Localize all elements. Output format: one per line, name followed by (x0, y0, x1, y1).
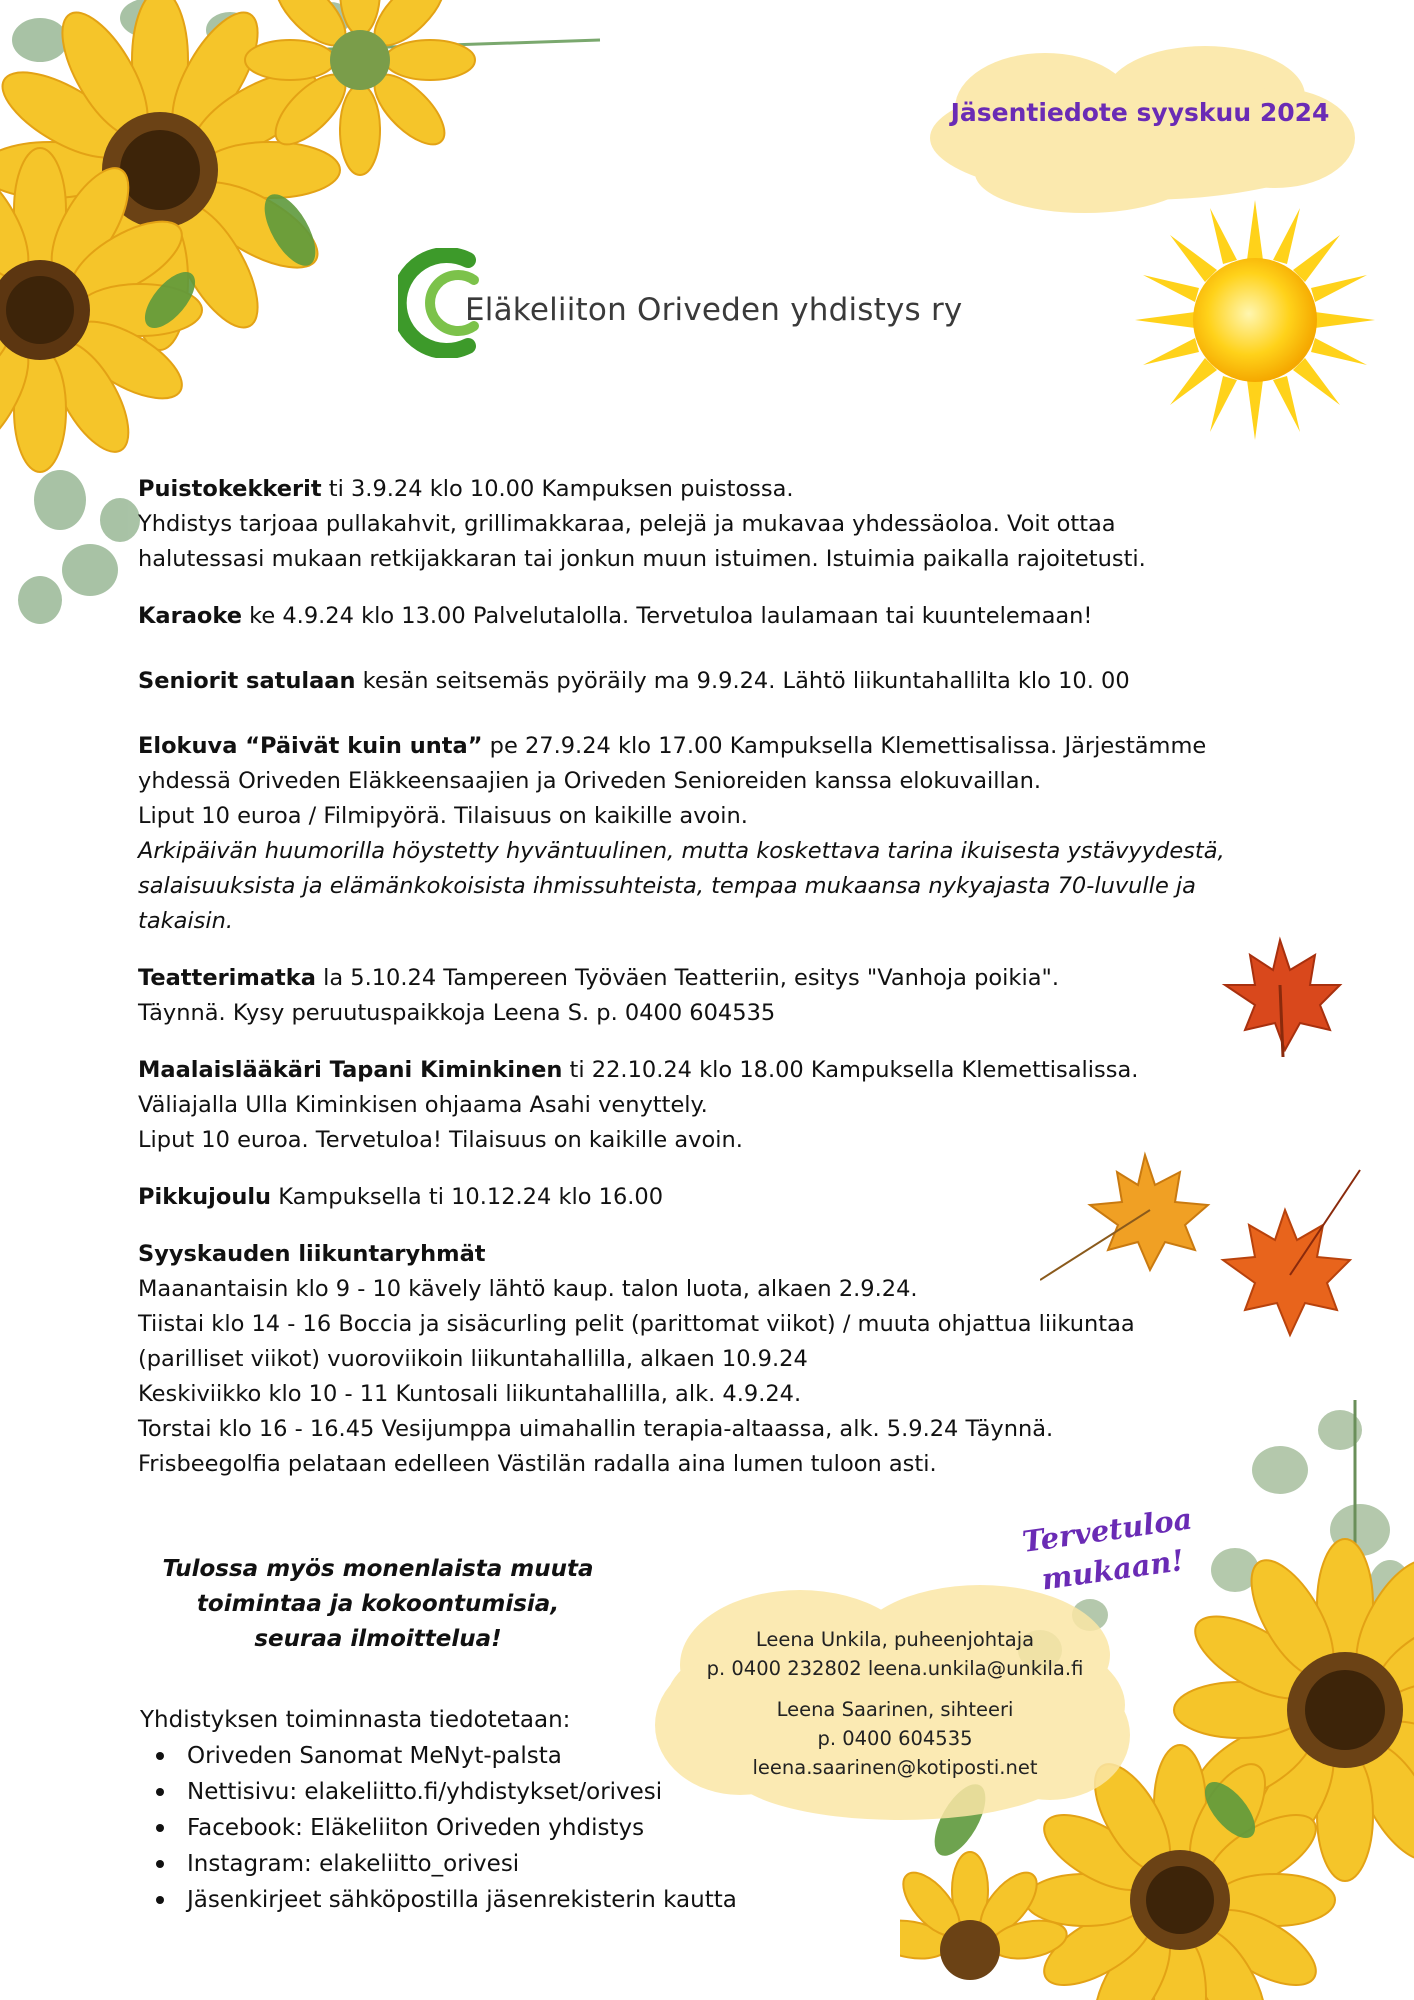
contact-phone: p. 0400 604535 (817, 1727, 973, 1750)
newsletter-title: Jäsentiedote syyskuu 2024 (950, 98, 1330, 127)
event-description: Arkipäivän huumorilla höystetty hyväntuulinen, mutta koskettava tarina ikuisesta ystävyydestä, (138, 838, 1225, 864)
event-title: Puistokekkerit (138, 476, 322, 502)
event-title: Karaoke (138, 603, 242, 629)
logo-text: Eläkeliiton Oriveden yhdistys ry (465, 292, 963, 328)
upcoming-line: seuraa ilmoittelua! (254, 1626, 502, 1652)
exercise-line: Tiistai klo 14 - 16 Boccia ja sisäcurling pelit (parittomat viikot) / muuta ohjattua liikuntaa (138, 1311, 1135, 1337)
event-seniorit-satulaan (138, 664, 1278, 699)
event-text: Täynnä. Kysy peruutuspaikkoja Leena S. p. 0400 604535 (138, 1000, 776, 1026)
exercise-groups (138, 1237, 1278, 1482)
exercise-line: Torstai klo 16 - 16.45 Vesijumppa uimahallin terapia-altaassa, alk. 5.9.24 Täynnä. (138, 1416, 1054, 1442)
main-content (138, 472, 1278, 1504)
info-heading: Yhdistyksen toiminnasta tiedotetaan: (140, 1707, 571, 1733)
event-text: ti 22.10.24 klo 18.00 Kampuksella Klemettisalissa. (562, 1057, 1139, 1083)
event-title: Pikkujoulu (138, 1184, 272, 1210)
event-title: Elokuva “Päivät kuin unta” (138, 733, 483, 759)
exercise-title: Syyskauden liikuntaryhmät (138, 1241, 486, 1267)
list-item: Oriveden Sanomat MeNyt-palsta (140, 1738, 900, 1774)
event-teatterimatka (138, 961, 1278, 1031)
upcoming-line: Tulossa myös monenlaista muuta (162, 1556, 594, 1582)
event-title: Maalaislääkäri Tapani Kiminkinen (138, 1057, 563, 1083)
event-text: kesän seitsemäs pyöräily ma 9.9.24. Lähtö liikuntahallilta klo 10. 00 (355, 668, 1130, 694)
event-text: Liput 10 euroa. Tervetuloa! Tilaisuus on kaikille avoin. (138, 1127, 743, 1153)
event-text: ke 4.9.24 klo 13.00 Palvelutalolla. Tervetuloa laulamaan tai kuuntelemaan! (241, 603, 1093, 629)
event-title: Teatterimatka (138, 965, 316, 991)
event-pikkujoulu (138, 1180, 1278, 1215)
contact-chair (680, 1625, 1110, 1683)
upcoming-line: toimintaa ja kokoontumisia, (196, 1591, 560, 1617)
contact-info (680, 1625, 1110, 1794)
list-item: Facebook: Eläkeliiton Oriveden yhdistys (140, 1810, 900, 1846)
welcome-line: mukaan! (1039, 1543, 1187, 1597)
event-elokuva (138, 729, 1278, 939)
event-maalaislaakari (138, 1053, 1278, 1158)
exercise-line: Frisbeegolfia pelataan edelleen Västilän radalla aina lumen tuloon asti. (138, 1451, 937, 1477)
contact-email: leena.saarinen@kotiposti.net (752, 1756, 1038, 1779)
exercise-line: (parilliset viikot) vuoroviikoin liikuntahallilla, alkaen 10.9.24 (138, 1346, 808, 1372)
upcoming-note (138, 1552, 618, 1657)
header-cloud (915, 38, 1365, 218)
contact-name: Leena Saarinen, sihteeri (776, 1698, 1014, 1721)
contact-details: p. 0400 232802 leena.unkila@unkila.fi (706, 1657, 1084, 1680)
contact-name: Leena Unkila, puheenjohtaja (755, 1628, 1035, 1651)
exercise-line: Maanantaisin klo 9 - 10 kävely lähtö kaup. talon luota, alkaen 2.9.24. (138, 1276, 918, 1302)
contact-secretary (680, 1695, 1110, 1782)
event-karaoke (138, 599, 1278, 634)
event-description: salaisuuksista ja elämänkokoisista ihmissuhteista, tempaa mukaansa nykyajasta 70-luvulle ja (138, 873, 1196, 899)
event-text: la 5.10.24 Tampereen Työväen Teatteriin, esitys "Vanhoja poikia". (315, 965, 1059, 991)
event-text: halutessasi mukaan retkijakkaran tai jonkun muun istuimen. Istuimia paikalla rajoitetusti. (138, 546, 1146, 572)
list-item: Nettisivu: elakeliitto.fi/yhdistykset/orivesi (140, 1774, 900, 1810)
event-text: pe 27.9.24 klo 17.00 Kampuksella Klemettisalissa. Järjestämme (482, 733, 1207, 759)
welcome-line: Tervetuloa (1020, 1501, 1195, 1559)
event-puistokekkerit (138, 472, 1278, 577)
event-text: Väliajalla Ulla Kiminkisen ohjaama Asahi venyttely. (138, 1092, 708, 1118)
event-text: Yhdistys tarjoaa pullakahvit, grillimakkaraa, pelejä ja mukavaa yhdessäoloa. Voit ottaa (138, 511, 1116, 537)
list-item: Instagram: elakeliitto_orivesi (140, 1846, 900, 1882)
exercise-line: Keskiviikko klo 10 - 11 Kuntosali liikuntahallilla, alk. 4.9.24. (138, 1381, 802, 1407)
event-text: yhdessä Oriveden Eläkkeensaajien ja Oriveden Senioreiden kanssa elokuvaillan. (138, 768, 1041, 794)
event-description: takaisin. (138, 908, 234, 934)
sun-icon (1135, 200, 1375, 440)
event-text: ti 3.9.24 klo 10.00 Kampuksen puistossa. (321, 476, 794, 502)
event-title: Seniorit satulaan (138, 668, 356, 694)
event-text: Kampuksella ti 10.12.24 klo 16.00 (271, 1184, 664, 1210)
list-item: Jäsenkirjeet sähköpostilla jäsenrekisterin kautta (140, 1882, 900, 1918)
event-text: Liput 10 euroa / Filmipyörä. Tilaisuus on kaikille avoin. (138, 803, 748, 829)
